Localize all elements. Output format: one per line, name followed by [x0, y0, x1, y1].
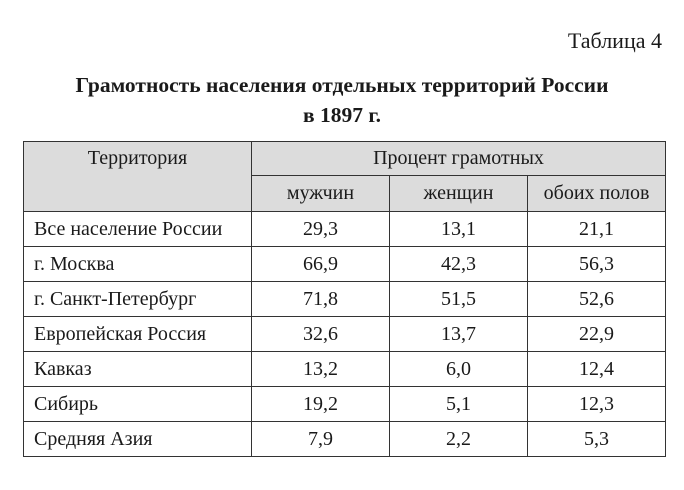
cell-territory: Сибирь — [24, 387, 252, 422]
table-title-line-1: Грамотность населения отдельных территорий России — [75, 73, 609, 97]
cell-both: 12,3 — [528, 387, 666, 422]
cell-both: 22,9 — [528, 317, 666, 352]
cell-men: 13,2 — [252, 352, 390, 387]
table-row — [24, 387, 666, 422]
cell-both: 52,6 — [528, 282, 666, 317]
cell-men: 29,3 — [252, 212, 390, 247]
header-both: обоих полов — [528, 176, 666, 212]
cell-men: 66,9 — [252, 247, 390, 282]
cell-women: 13,1 — [390, 212, 528, 247]
table-row — [24, 212, 666, 247]
header-women: женщин — [390, 176, 528, 212]
cell-territory: Средняя Азия — [24, 422, 252, 457]
cell-men: 71,8 — [252, 282, 390, 317]
table-body — [24, 212, 666, 457]
cell-territory: Кавказ — [24, 352, 252, 387]
cell-men: 32,6 — [252, 317, 390, 352]
cell-territory: г. Санкт-Петербург — [24, 282, 252, 317]
cell-women: 2,2 — [390, 422, 528, 457]
cell-territory: г. Москва — [24, 247, 252, 282]
cell-women: 5,1 — [390, 387, 528, 422]
table-row — [24, 352, 666, 387]
header-literate-percent: Процент грамотных — [252, 142, 666, 176]
cell-territory: Все население России — [24, 212, 252, 247]
cell-women: 42,3 — [390, 247, 528, 282]
cell-women: 51,5 — [390, 282, 528, 317]
literacy-table — [23, 141, 666, 457]
header-territory: Территория — [24, 142, 252, 212]
table-row — [24, 422, 666, 457]
cell-men: 7,9 — [252, 422, 390, 457]
table-row — [24, 282, 666, 317]
cell-women: 6,0 — [390, 352, 528, 387]
header-row-1 — [24, 142, 666, 176]
table-title — [0, 70, 684, 130]
table-number: Таблица 4 — [567, 28, 662, 53]
cell-both: 12,4 — [528, 352, 666, 387]
cell-both: 5,3 — [528, 422, 666, 457]
cell-women: 13,7 — [390, 317, 528, 352]
cell-both: 21,1 — [528, 212, 666, 247]
table-title-line-2: в 1897 г. — [302, 103, 382, 127]
cell-men: 19,2 — [252, 387, 390, 422]
table-row — [24, 317, 666, 352]
table-row — [24, 247, 666, 282]
cell-both: 56,3 — [528, 247, 666, 282]
header-men: мужчин — [252, 176, 390, 212]
cell-territory: Европейская Россия — [24, 317, 252, 352]
